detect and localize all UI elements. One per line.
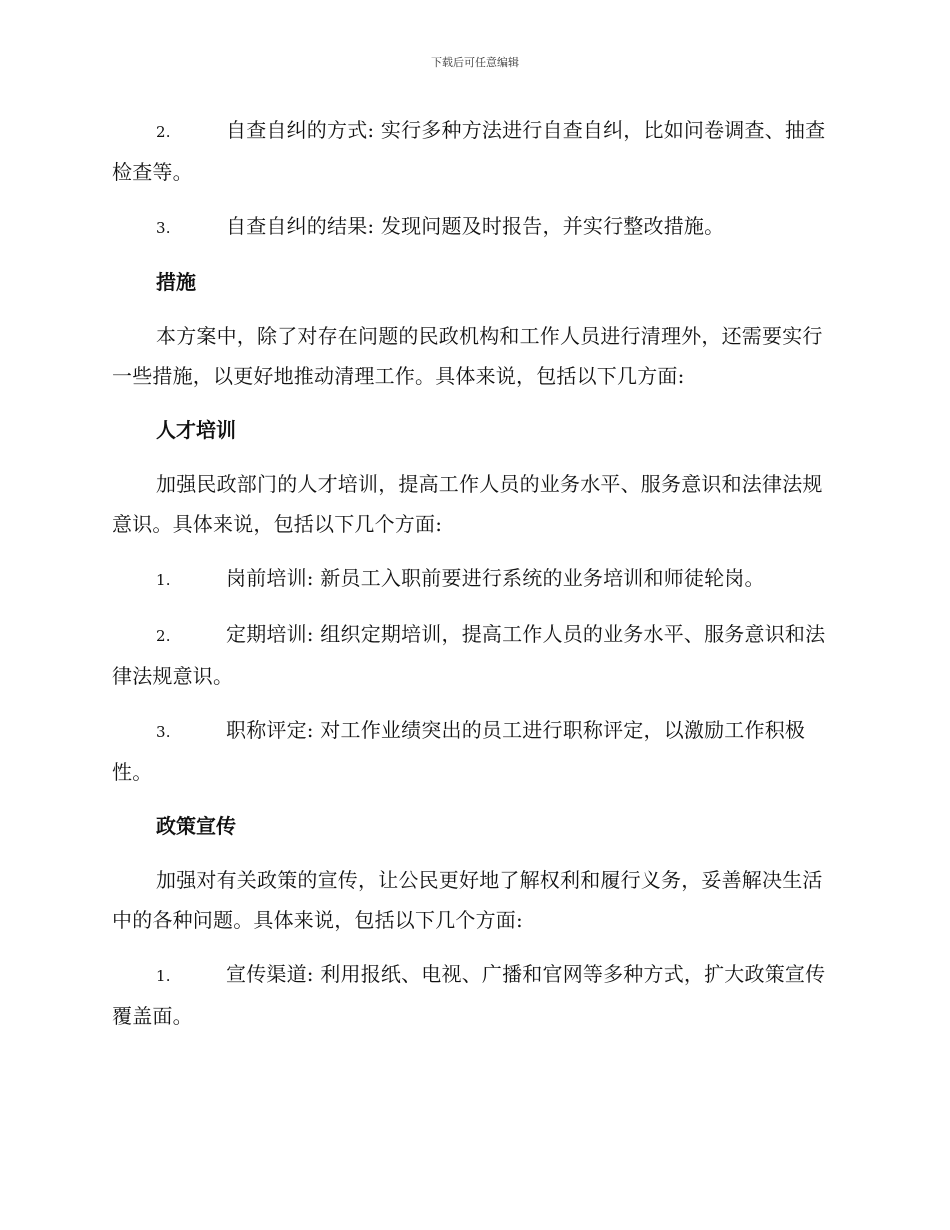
list-item [112, 110, 830, 192]
list-item [112, 710, 830, 792]
document-body [112, 110, 830, 1050]
list-item [112, 954, 830, 1036]
list-text: 自查自纠的结果: 发现问题及时报告，并实行整改措施。 [226, 214, 725, 238]
list-number: 1. [156, 571, 171, 589]
section-heading: 政策宣传 [156, 814, 236, 838]
section-heading: 措施 [156, 270, 196, 294]
list-number: 3. [156, 219, 171, 237]
list-number: 1. [156, 967, 171, 985]
list-item [112, 558, 830, 600]
section-heading: 人才培训 [156, 418, 236, 442]
list-number: 2. [156, 627, 171, 645]
paragraph: 本方案中，除了对存在问题的民政机构和工作人员进行清理外，还需要实行一些措施，以更好地推动清理工作。具体来说，包括以下几方面: [112, 324, 823, 388]
list-text: 职称评定: 对工作业绩突出的员工进行职称评定，以激励工作积极性。 [112, 718, 806, 784]
list-text: 宣传渠道: 利用报纸、电视、广播和官网等多种方式，扩大政策宣传覆盖面。 [112, 962, 826, 1028]
list-item [112, 614, 830, 696]
list-text: 岗前培训: 新员工入职前要进行系统的业务培训和师徒轮岗。 [226, 566, 765, 590]
list-text: 自查自纠的方式: 实行多种方法进行自查自纠，比如问卷调查、抽查检查等。 [112, 118, 826, 184]
list-text: 定期培训: 组织定期培训，提高工作人员的业务水平、服务意识和法律法规意识。 [112, 622, 826, 688]
paragraph: 加强民政部门的人才培训，提高工作人员的业务水平、服务意识和法律法规意识。具体来说，包括以下几个方面: [112, 472, 823, 536]
list-number: 2. [156, 123, 171, 141]
paragraph: 加强对有关政策的宣传，让公民更好地了解权利和履行义务，妥善解决生活中的各种问题。具体来说，包括以下几个方面: [112, 868, 823, 932]
list-item [112, 206, 830, 248]
list-number: 3. [156, 723, 171, 741]
page-header: 下载后可任意编辑 [431, 56, 519, 69]
